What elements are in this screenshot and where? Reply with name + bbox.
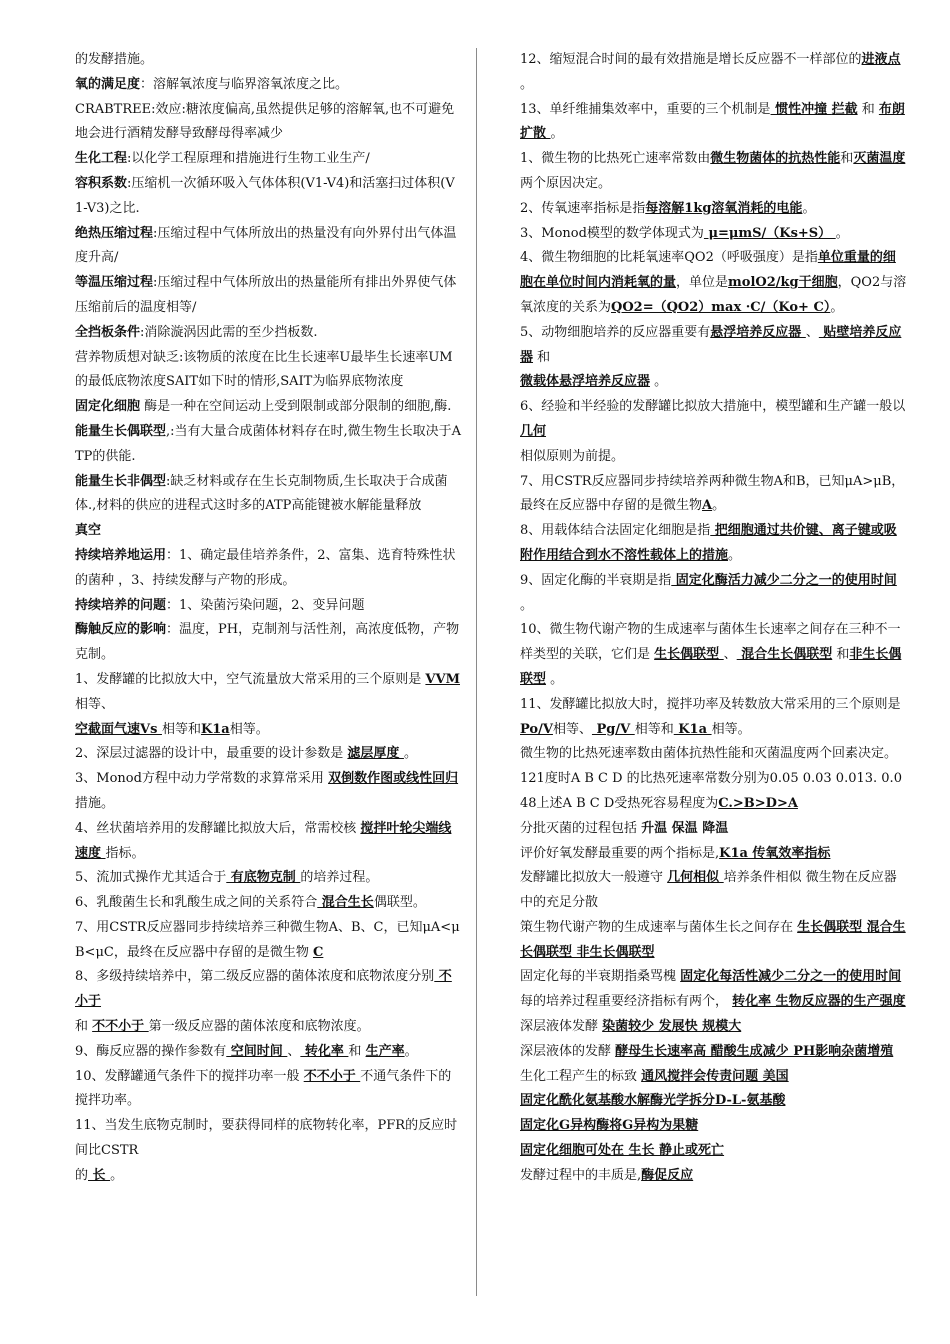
- answer-text: 有底物克制: [226, 870, 301, 886]
- body-text: 分批灭菌的过程包括: [520, 820, 642, 836]
- paragraph: [520, 321, 908, 371]
- paragraph: [75, 742, 463, 767]
- answer-text: 几何相似: [667, 870, 724, 886]
- body-text: 的: [75, 1167, 89, 1183]
- term-label: 等温压缩过程: [75, 275, 154, 291]
- answer-text: 生长偶联型 混合生长偶联型 非生长偶联型: [520, 919, 906, 960]
- body-text: 2、深层过滤器的设计中，最重要的设计参数是: [75, 746, 348, 762]
- answer-text: Po/V: [520, 721, 553, 737]
- body-text: 发酵罐比拟放大一般遵守: [520, 870, 668, 886]
- body-text: ：溶解氧浓度与临界溶氧浓度之比。: [140, 76, 349, 92]
- paragraph: [520, 767, 908, 817]
- body-text: 评价好氧发酵最重要的两个指标是,: [520, 845, 720, 861]
- answer-text: molO2/kg干细胞: [728, 275, 838, 291]
- body-text: 4、丝状菌培养用的发酵罐比拟放大后，常需校核: [75, 820, 361, 836]
- paragraph: [520, 519, 908, 569]
- body-text: 相等。: [711, 721, 751, 737]
- paragraph: 的发酵措施。: [75, 52, 154, 67]
- body-text: ：1、染菌污染问题，2、变异问题: [166, 597, 365, 613]
- paragraph: CRABTREE:效应:糖浓度偏高,虽然提供足够的溶解氧,也不可避免地会进行酒精发酵导致酵母得率减少: [75, 101, 455, 142]
- answer-text: 酵母生长速率高 醋酸生成减少 PH影响杂菌增殖: [615, 1043, 894, 1059]
- answer-text: C.>B>D>A: [718, 795, 798, 811]
- body-text: 。: [546, 671, 564, 687]
- paragraph: [520, 197, 908, 222]
- answer-text: K1a: [673, 721, 712, 737]
- body-text: 。: [520, 76, 534, 92]
- answer-text: 非生长偶联型: [520, 647, 902, 687]
- body-text: 、: [287, 1043, 301, 1059]
- paragraph: 营养物质想对缺乏:该物质的浓度在比生长速率U最毕生长速率UM的最低底物浓度SAIT如下时的情形,SAIT为临界底物浓度: [75, 349, 453, 390]
- body-text: 3、Monod方程中动力学常数的求算常采用: [75, 771, 329, 787]
- body-text: 。: [728, 547, 742, 563]
- body-text: :压缩过程中气体所放出的热量能所有排出外界使气体压缩前后的温度相等/: [75, 275, 457, 315]
- body-text: 措施。: [75, 795, 115, 811]
- paragraph: [75, 222, 463, 272]
- answer-text: 固定化细胞可处在 生长 静止或死亡: [520, 1143, 725, 1159]
- body-text: 和: [348, 1043, 366, 1059]
- answer-text: 微生物菌体的抗热性能: [710, 151, 841, 167]
- answer-text: 贴壁培养反应器: [520, 324, 902, 365]
- body-text: 生化工程产生的标致: [520, 1068, 642, 1084]
- answer-text: 染菌较少 发展快 规模大: [602, 1019, 742, 1035]
- body-text: 121度时A B C D 的比热死速率常数分别为0.05 0.03 0.013. 0.048上述A B C D受热死容易程度为: [520, 771, 902, 811]
- answer-text: VVM: [425, 671, 460, 687]
- answer-text: K1a 传氧效率指标: [719, 845, 831, 861]
- answer-text: 进液点: [861, 52, 901, 67]
- paragraph: [520, 1089, 908, 1114]
- paragraph: [75, 147, 463, 172]
- answer-text: 转化率 生物反应器的生产强度: [732, 994, 906, 1010]
- answer-text: 单位重量的细胞在单位时间内消耗氧的量: [520, 250, 896, 291]
- term-label: 持续培养地运用: [75, 547, 167, 563]
- paragraph: [75, 1040, 463, 1065]
- body-text: 2、传氧速率指标是指: [520, 200, 646, 216]
- answer-text: A: [702, 498, 713, 514]
- paragraph: [75, 668, 463, 718]
- body-text: 1、发酵罐的比拟放大中，空气流量放大常采用的三个原则是: [75, 671, 426, 687]
- paragraph: [520, 470, 908, 520]
- right-column: [520, 48, 908, 1189]
- paragraph: [520, 866, 908, 916]
- paragraph: [520, 246, 908, 320]
- paragraph: [75, 420, 463, 470]
- term-label: 容积系数: [75, 175, 128, 191]
- body-text: 。: [712, 498, 726, 514]
- paragraph: [520, 693, 908, 743]
- body-text: ，单位是: [676, 275, 729, 291]
- paragraph: [75, 916, 463, 966]
- paragraph: [520, 1015, 908, 1040]
- paragraph: [75, 519, 463, 544]
- paragraph: [75, 1065, 463, 1115]
- paragraph: [520, 370, 908, 395]
- body-text: 。: [520, 597, 534, 613]
- body-text: :压缩过程中气体所放出的热量没有向外界付出气体温度升高/: [75, 225, 457, 266]
- body-text: 1、微生物的比热死亡速率常数由: [520, 151, 711, 167]
- body-text: 13、单纤维捕集效率中，重要的三个机制是: [520, 101, 771, 117]
- term-label: 能量生长非偶型: [75, 473, 167, 489]
- paragraph: [520, 1164, 908, 1189]
- term-label: 持续培养的问题: [75, 597, 167, 613]
- paragraph: [520, 916, 908, 966]
- body-text: 和: [840, 151, 854, 167]
- body-text: 10、发酵罐通气条件下的搅拌功率一般: [75, 1068, 304, 1084]
- body-text: ，QO2与溶氧浓度的关系为: [520, 275, 907, 315]
- body-text: 8、多级持续培养中，第二级反应器的菌体浓度和底物浓度分别: [75, 969, 435, 985]
- term-label: 真空: [75, 523, 102, 539]
- body-text: 、: [805, 324, 819, 340]
- body-text: 6、乳酸菌生长和乳酸生成之间的关系符合: [75, 895, 318, 911]
- paragraph: 微生物的比热死速率数由菌体抗热性能和灭菌温度两个回素决定。: [520, 746, 898, 762]
- answer-text: Pg/V: [591, 721, 635, 737]
- body-text: 9、酶反应器的操作参数有: [75, 1043, 227, 1059]
- body-text: 培养条件相似 微生物在反应器中的充足分散: [520, 870, 897, 911]
- body-text: 相等。: [229, 721, 269, 737]
- paragraph: [75, 965, 463, 1015]
- answer-text: 固定化G异构酶将G异构为果糖: [520, 1118, 699, 1134]
- answer-text: 酶促反应: [641, 1167, 694, 1183]
- body-text: 、: [723, 647, 737, 663]
- answer-text: 滤层厚度: [347, 746, 404, 762]
- paragraph: [520, 98, 908, 148]
- paragraph: [520, 842, 908, 867]
- answer-text: 几何: [520, 423, 547, 439]
- paragraph: [520, 817, 908, 842]
- body-text: 和: [75, 1019, 93, 1035]
- column-divider: [476, 48, 477, 1296]
- paragraph: [75, 718, 463, 743]
- body-text: 偶联型。: [373, 895, 426, 911]
- body-text: ：温度，PH，克制剂与活性剂，高浓度低物，产物克制。: [75, 622, 460, 663]
- body-text: 指标。: [105, 845, 145, 861]
- body-text: 5、动物细胞培养的反应器重要有: [520, 324, 711, 340]
- body-text: 两个原因决定。: [520, 175, 612, 191]
- paragraph: [75, 470, 463, 520]
- body-text: :消除漩涡因此需的至少挡板数.: [140, 324, 318, 340]
- body-text: 。: [650, 374, 668, 390]
- paragraph: [75, 271, 463, 321]
- answer-text: 每溶解1kg溶氧消耗的电能: [645, 200, 803, 216]
- body-text: 相等、: [75, 696, 115, 712]
- body-text: 3、Monod模型的数学体现式为: [520, 225, 704, 241]
- body-text: ：1、确定最佳培养条件，2、富集、选育特殊性状的菌种 ，3、持续发酵与产物的形成。: [75, 547, 456, 588]
- answer-text: K1a: [200, 721, 230, 737]
- paragraph: [520, 965, 908, 990]
- paragraph: [520, 618, 908, 692]
- answer-text: 通风搅拌会传责问题 美国: [641, 1068, 789, 1084]
- paragraph: [75, 594, 463, 619]
- paragraph: [520, 1139, 908, 1164]
- answer-text: 不不小于: [303, 1068, 361, 1084]
- answer-text: 拦截: [831, 101, 858, 117]
- body-text: 。: [404, 1043, 418, 1059]
- paragraph: [520, 1040, 908, 1065]
- answer-text: 空间时间: [226, 1043, 288, 1059]
- answer-text: 悬浮培养反应器: [710, 324, 806, 340]
- paragraph: [520, 1065, 908, 1090]
- body-text: 。: [403, 746, 417, 762]
- paragraph: [75, 544, 463, 594]
- body-text: ,:当有大量合成菌体材料存在时,微生物生长取决于ATP的供能.: [75, 423, 462, 464]
- body-text: 相等和: [161, 721, 201, 737]
- term-label: 氧的满足度: [75, 76, 141, 92]
- body-text: 6、经验和半经验的发酵罐比拟放大措施中，模型罐和生产罐一般以: [520, 399, 906, 415]
- paragraph: 相似原则为前提。: [520, 448, 625, 464]
- body-text: 9、固定化酶的半衰期是指: [520, 572, 672, 588]
- answer-text: 双倒数作图或线性回归: [328, 771, 459, 787]
- paragraph: [75, 618, 463, 668]
- paragraph: [75, 73, 463, 98]
- answer-text: 生产率: [365, 1043, 405, 1059]
- term-label: 酶触反应的影响: [75, 622, 167, 638]
- body-text: 的培养过程。: [300, 870, 379, 886]
- paragraph: [520, 1114, 908, 1139]
- body-text: 和: [857, 101, 879, 117]
- body-text: 7、用CSTR反应器同步持续培养两种微生物A和B，已知μA>μB，最终在反应器中存留的是微生物: [520, 473, 905, 514]
- body-text: 每的培养过程重要经济指标有两个，: [520, 994, 733, 1010]
- body-text: :压缩机一次循环吸入气体体积(V1-V4)和活塞扫过体积(V1-V3)之比.: [75, 175, 455, 216]
- answer-text: 长: [88, 1167, 111, 1183]
- body-text: 发酵过程中的丰质是,: [520, 1167, 642, 1183]
- paragraph: [75, 767, 463, 817]
- body-text: 深层液体的发酵: [520, 1043, 616, 1059]
- answer-text: μ=μmS/（Ks+S）: [703, 225, 836, 241]
- paragraph: [75, 395, 463, 420]
- paragraph: [75, 866, 463, 891]
- answer-text: 生长偶联型: [654, 647, 724, 663]
- body-text: 不通气条件下的搅拌功率。: [75, 1068, 452, 1109]
- answer-text: 空截面气速Vs: [75, 721, 162, 737]
- body-text: :以化学工程原理和措施进行生物工业生产/: [127, 151, 370, 167]
- answer-text: 固定化酶活力减少二分之一的使用时间: [671, 572, 897, 588]
- paragraph: [520, 147, 908, 197]
- answer-text: QO2=（QO2）max ·C/（Ko+ C）: [611, 299, 831, 315]
- body-text: 酶是一种在空间运动上受到限制或部分限制的细胞,酶.: [140, 399, 452, 415]
- answer-text: C: [312, 944, 324, 960]
- answer-text: 惯性冲撞: [770, 101, 832, 117]
- body-text: 5、流加式操作尤其适合于: [75, 870, 227, 886]
- answer-text: 固定化每活性减少二分之一的使用时间: [680, 969, 902, 985]
- answer-text: 混合生长偶联型: [736, 647, 833, 663]
- body-text: 和: [533, 349, 551, 365]
- body-text: 12、缩短混合时间的最有效措施是增长反应器不一样部位的: [520, 52, 862, 67]
- paragraph: [520, 395, 908, 445]
- term-label: 绝热压缩过程: [75, 225, 154, 241]
- term-label: 全挡板条件: [75, 324, 141, 340]
- paragraph: [520, 222, 908, 247]
- paragraph: 11、当发生底物克制时，要获得同样的底物转化率，PFR的反应时间比CSTR: [75, 1118, 458, 1159]
- paragraph: [75, 1015, 463, 1040]
- body-text: 策生物代谢产物的生成速率与菌体生长之间存在: [520, 919, 798, 935]
- body-text: :缺乏材料或存在生长克制物质,生长取决于合成菌体.,材料的供应的进程式这时多的ATP高能键被水解能量释放: [75, 473, 448, 514]
- answer-text: 把细胞通过共价键、离子键或吸附作用结合到水不溶性载体上的措施: [520, 523, 897, 563]
- answer-text: 灭菌温度: [853, 151, 906, 167]
- body-text: 。: [802, 200, 816, 216]
- paragraph: [75, 817, 463, 867]
- paragraph: [75, 891, 463, 916]
- body-text: 10、微生物代谢产物的生成速率与菌体生长速率之间存在三种不一样类型的关联，它们是: [520, 622, 901, 663]
- body-text: 4、微生物细胞的比耗氧速率QO2（呼吸强度）是指: [520, 250, 818, 266]
- body-text: 11、发酵罐比拟放大时，搅拌功率及转数放大常采用的三个原则是: [520, 696, 901, 712]
- term-label: 能量生长偶联型: [75, 423, 167, 439]
- body-text: 深层液体发酵: [520, 1019, 603, 1035]
- body-text: 第一级反应器的菌体浓度和底物浓度。: [148, 1019, 370, 1035]
- body-text: 。: [835, 225, 849, 241]
- answer-text: 不不小于: [92, 1019, 149, 1035]
- left-column: [75, 48, 463, 1189]
- answer-text: 不小于: [75, 969, 452, 1010]
- body-text: 。: [830, 299, 844, 315]
- body-text: 。: [110, 1167, 124, 1183]
- paragraph: [520, 48, 908, 98]
- answer-text: 布朗扩散: [520, 101, 905, 142]
- answer-text: 固定化酰化氨基酸水解酶光学拆分D-L-氨基酸: [520, 1093, 786, 1109]
- paragraph: [75, 172, 463, 222]
- body-text: 相等和: [634, 721, 674, 737]
- body-text: 7、用CSTR反应器同步持续培养三种微生物A、B、C，已知μA<μB<μC，最终在反应器中存留的是微生物: [75, 919, 460, 960]
- body-text: 相等、: [552, 721, 592, 737]
- paragraph: [520, 990, 908, 1015]
- term-label: 升温 保温 降温: [641, 820, 729, 836]
- answer-text: 混合生长: [317, 895, 374, 911]
- body-text: 和: [832, 647, 850, 663]
- body-text: 。: [550, 126, 564, 142]
- paragraph: [75, 321, 463, 346]
- term-label: 生化工程: [75, 151, 128, 167]
- term-label: 固定化细胞: [75, 399, 141, 415]
- body-text: 固定化每的半衰期指桑骂槐: [520, 969, 681, 985]
- answer-text: 搅拌叶轮尖端线速度: [75, 820, 452, 861]
- answer-text: 微载体悬浮培养反应器: [520, 374, 651, 390]
- body-text: 8、用载体结合法固定化细胞是指: [520, 523, 711, 539]
- paragraph: [75, 1164, 463, 1189]
- paragraph: [520, 569, 908, 619]
- answer-text: 转化率: [300, 1043, 349, 1059]
